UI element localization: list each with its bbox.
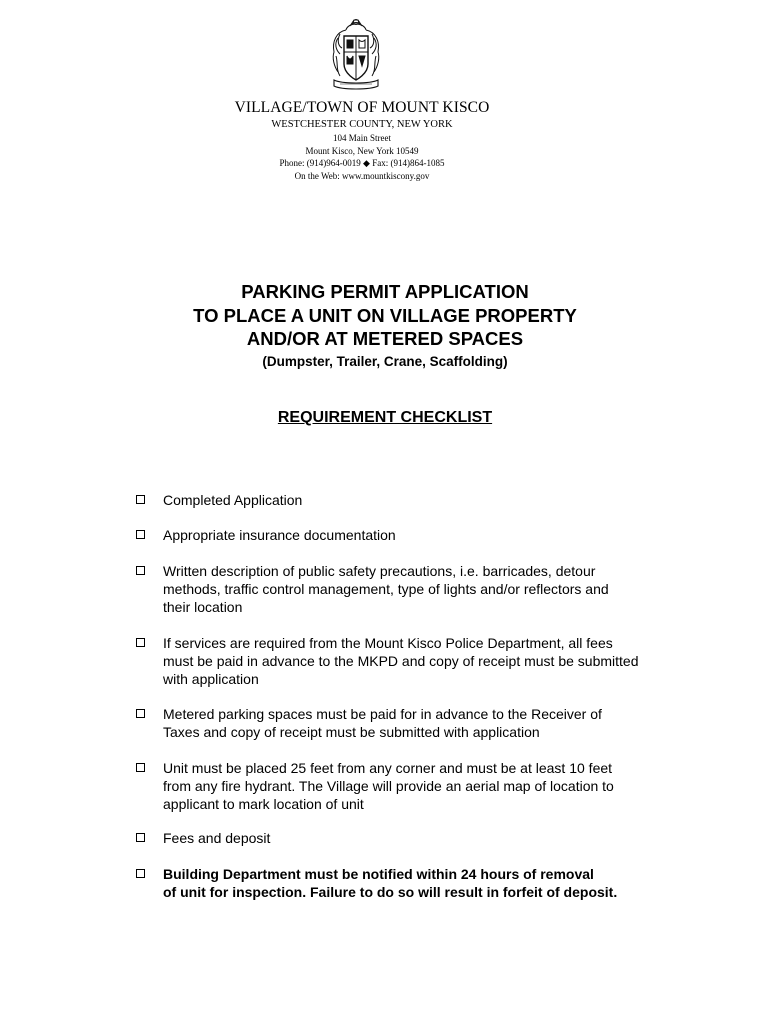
checklist-item [136, 491, 696, 509]
checklist-item-text: Metered parking spaces must be paid for in advance to the Receiver of Taxes and copy of receipt must be submitted with application [163, 706, 602, 740]
county-line: WESTCHESTER COUNTY, NEW YORK [271, 119, 453, 130]
checklist-item [136, 829, 696, 847]
website: On the Web: www.mountkiscony.gov [294, 170, 430, 181]
checklist-item-text: Fees and deposit [163, 830, 271, 846]
checklist-item [136, 526, 696, 544]
title-line-2: TO PLACE A UNIT ON VILLAGE PROPERTY [193, 304, 577, 326]
checkbox[interactable] [136, 869, 145, 878]
checklist-item-text: Unit must be placed 25 feet from any corner and must be at least 10 feet from any fire hydrant. The Village will provide an aerial map of location to applicant to mark location of unit [163, 760, 614, 812]
checkbox[interactable] [136, 709, 145, 718]
checklist-heading: REQUIREMENT CHECKLIST [277, 409, 493, 426]
checklist-item [136, 705, 696, 741]
checklist-item [136, 865, 696, 901]
checkbox[interactable] [136, 638, 145, 647]
checkbox[interactable] [136, 566, 145, 575]
checkbox[interactable] [136, 833, 145, 842]
street-address: 104 Main Street [333, 133, 391, 143]
checklist-item [136, 562, 696, 616]
title-subtitle: (Dumpster, Trailer, Crane, Scaffolding) [262, 353, 508, 369]
checkbox[interactable] [136, 495, 145, 504]
phone-fax: Phone: (914)964-0019 ◆ Fax: (914)864-1085 [279, 158, 445, 168]
checklist-item-text: Building Department must be notified within 24 hours of removal of unit for inspection. Failure to do so will result in forfeit of deposit. [163, 866, 618, 900]
checkbox[interactable] [136, 763, 145, 772]
title-line-3: AND/OR AT METERED SPACES [246, 328, 524, 349]
title-line-1: PARKING PERMIT APPLICATION [241, 281, 529, 302]
checklist-item-text: If services are required from the Mount Kisco Police Department, all fees must be paid in advance to the MKPD and copy of receipt must be submitted with application [163, 635, 639, 687]
city-address: Mount Kisco, New York 10549 [305, 145, 419, 156]
checklist-item-text: Completed Application [163, 492, 303, 508]
checklist-item [136, 759, 696, 813]
checkbox[interactable] [136, 530, 145, 539]
organization-name: VILLAGE/TOWN OF MOUNT KISCO [234, 99, 490, 116]
checklist-item [136, 634, 696, 688]
checklist-item-text: Appropriate insurance documentation [163, 527, 396, 543]
checklist-item-text: Written description of public safety precautions, i.e. barricades, detour methods, traffic control management, type of lights and/or reflectors and their location [163, 563, 609, 615]
